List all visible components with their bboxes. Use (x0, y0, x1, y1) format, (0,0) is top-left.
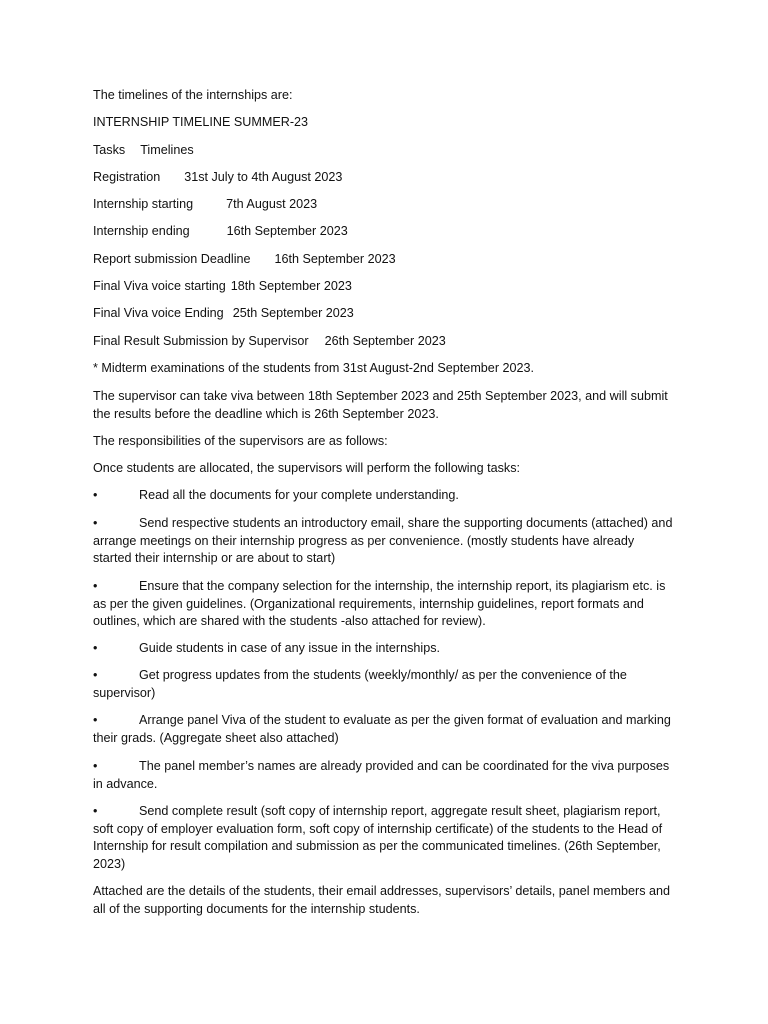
timeline-table-header (93, 142, 194, 160)
list-item-text: Send complete result (soft copy of internship report, aggregate result sheet, plagiarism report, soft copy of employer evaluation form, soft copy of internship certificate) of the students to the Head of Internship for result compilation and submission as per the communicated timelines. (26th September, 2023) (93, 804, 663, 871)
timeline-row (93, 278, 352, 296)
timeline-date: 16th September 2023 (274, 252, 396, 266)
viva-paragraph: The supervisor can take viva between 18th September 2023 and 25th September 2023, and will submit the results before the deadline which is 26th September 2023. (93, 389, 668, 421)
list-item (93, 487, 673, 505)
list-item-text: Guide students in case of any issue in the internships. (139, 641, 441, 655)
timeline-task: Final Result Submission by Supervisor (93, 334, 309, 348)
intro-text: The timelines of the internships are: (93, 88, 293, 102)
list-item-text: The panel member’s names are already provided and can be coordinated for the viva purposes in advance. (93, 759, 670, 791)
tasks-intro: Once students are allocated, the supervisors will perform the following tasks: (93, 461, 520, 475)
closing-paragraph: Attached are the details of the students, their email addresses, supervisors’ details, panel members and all of the supporting documents for the internship students. (93, 884, 671, 916)
list-item-text: Get progress updates from the students (weekly/monthly/ as per the convenience of the supervisor) (93, 668, 627, 700)
list-item (93, 712, 673, 747)
col-timelines-header: Timelines (140, 143, 194, 157)
timeline-task: Registration (93, 170, 161, 184)
col-tasks-header: Tasks (93, 143, 126, 157)
list-item (93, 758, 673, 793)
timeline-row (93, 223, 348, 241)
timeline-row (93, 196, 317, 214)
timeline-date: 18th September 2023 (230, 279, 352, 293)
responsibilities-heading: The responsibilities of the supervisors are as follows: (93, 434, 388, 448)
list-item (93, 803, 673, 873)
timeline-task: Report submission Deadline (93, 252, 251, 266)
timeline-date: 26th September 2023 (324, 334, 446, 348)
bullet-marker: • (93, 516, 98, 530)
list-item (93, 578, 673, 631)
timeline-row (93, 251, 396, 269)
timeline-date: 7th August 2023 (226, 197, 318, 211)
timeline-date: 16th September 2023 (226, 224, 348, 238)
timeline-row (93, 305, 354, 323)
bullet-marker: • (93, 668, 98, 682)
timeline-heading: INTERNSHIP TIMELINE SUMMER-23 (93, 115, 309, 129)
timeline-row (93, 169, 342, 187)
timeline-task: Final Viva voice starting (93, 279, 226, 293)
list-item-text: Arrange panel Viva of the student to evaluate as per the given format of evaluation and marking their grads. (Aggregate sheet also attached) (93, 713, 671, 745)
timeline-task: Final Viva voice Ending (93, 306, 224, 320)
timeline-date: 31st July to 4th August 2023 (184, 170, 343, 184)
timeline-row (93, 333, 446, 351)
bullet-marker: • (93, 713, 98, 727)
list-item (93, 515, 673, 568)
bullet-marker: • (93, 759, 98, 773)
list-item (93, 640, 673, 658)
bullet-marker: • (93, 579, 98, 593)
timeline-task: Internship ending (93, 224, 190, 238)
timeline-task: Internship starting (93, 197, 194, 211)
midterm-note: * Midterm examinations of the students from 31st August-2nd September 2023. (93, 361, 535, 375)
list-item (93, 667, 673, 702)
list-item-text: Ensure that the company selection for the internship, the internship report, its plagiarism etc. is as per the given guidelines. (Organizational requirements, internship guidelines, report formats and outlines, which are shared with the students -also attached for review). (93, 579, 666, 629)
bullet-marker: • (93, 488, 98, 502)
bullet-marker: • (93, 641, 98, 655)
list-item-text: Read all the documents for your complete understanding. (139, 488, 459, 502)
bullet-marker: • (93, 804, 98, 818)
timeline-date: 25th September 2023 (232, 306, 354, 320)
list-item-text: Send respective students an introductory email, share the supporting documents (attached) and arrange meetings on their internship progress as per convenience. (mostly students have already started their internship or are about to start) (93, 516, 673, 566)
